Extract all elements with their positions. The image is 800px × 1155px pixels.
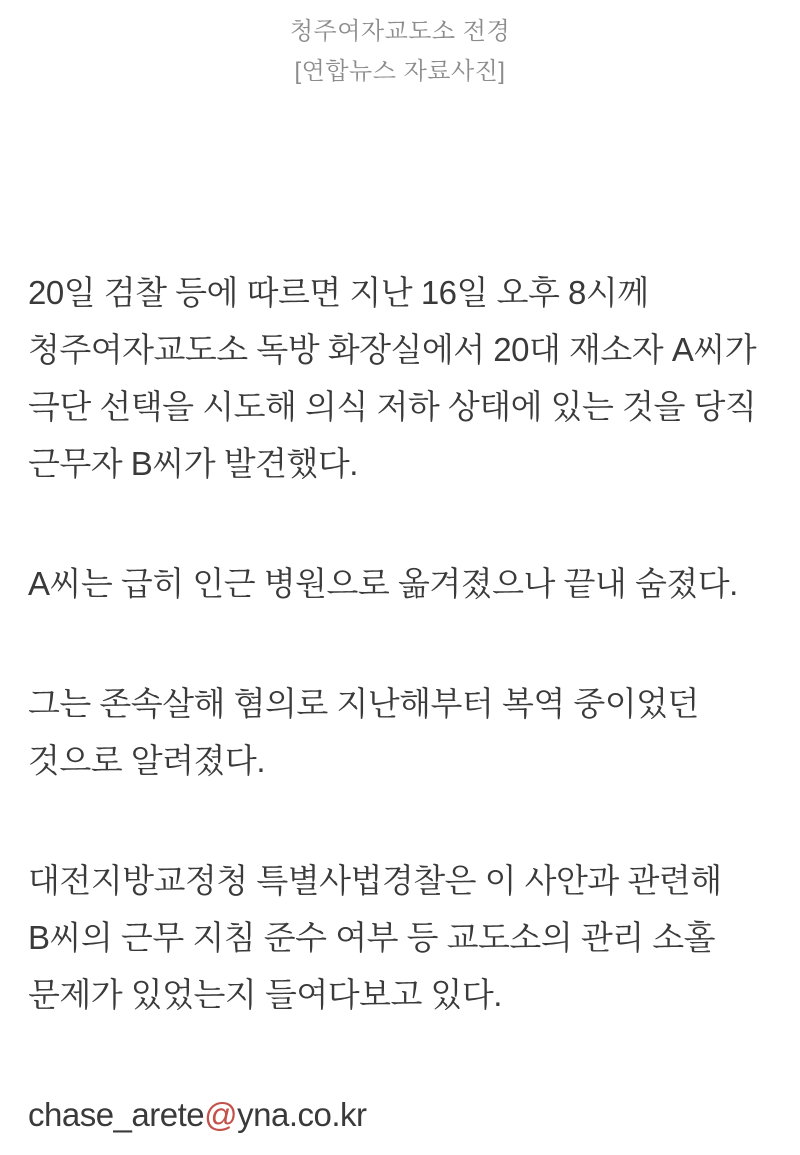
photo-caption <box>0 12 800 92</box>
email-domain: yna.co.kr <box>237 1096 367 1133</box>
article-paragraph-1: 20일 검찰 등에 따르면 지난 16일 오후 8시께 청주여자교도소 독방 화장실에서 20대 재소자 A씨가 극단 선택을 시도해 의식 저하 상태에 있는 것을 당직 근무자 B씨가 발견했다. <box>28 274 757 482</box>
photo-caption-title: 청주여자교도소 전경 <box>289 18 511 45</box>
email-local-part: chase_arete <box>28 1096 205 1133</box>
article-paragraph-3: 그는 존속살해 혐의로 지난해부터 복역 중이었던 것으로 알려졌다. <box>28 685 699 779</box>
article-paragraph-4: 대전지방교정청 특별사법경찰은 이 사안과 관련해 B씨의 근무 지침 준수 여부 등 교도소의 관리 소홀 문제가 있었는지 들여다보고 있다. <box>28 862 722 1013</box>
email-at-symbol: @ <box>204 1096 238 1133</box>
article-body <box>0 264 800 1143</box>
photo-caption-credit: [연합뉴스 자료사진] <box>294 58 506 85</box>
article-paragraph-2: A씨는 급히 인근 병원으로 옮겨졌으나 끝내 숨졌다. <box>28 565 738 602</box>
reporter-email <box>28 1086 772 1143</box>
